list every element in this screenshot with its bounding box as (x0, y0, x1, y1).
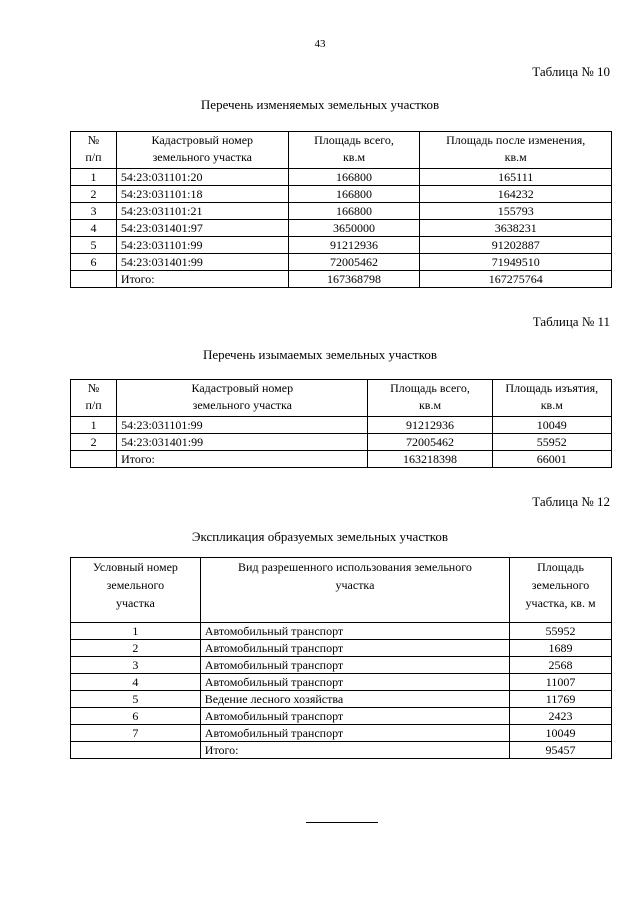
table-cell: Автомобильный транспорт (200, 674, 509, 691)
table-cell: 55952 (492, 434, 611, 451)
table-cell: 66001 (492, 451, 611, 468)
table-cell: 2 (71, 186, 117, 203)
table-cell: 54:23:031101:21 (116, 203, 288, 220)
table-cell (71, 271, 117, 288)
table-cell: Автомобильный транспорт (200, 725, 509, 742)
table-cell: 72005462 (368, 434, 492, 451)
table-cell: Итого: (116, 271, 288, 288)
table-cell: 4 (71, 220, 117, 237)
table-cell: 6 (71, 254, 117, 271)
table-cell: 54:23:031401:99 (116, 254, 288, 271)
table-11 (70, 379, 612, 468)
table-row (71, 640, 612, 657)
table-cell: 95457 (510, 742, 612, 759)
table-cell: 55952 (510, 623, 612, 640)
table-cell: 163218398 (368, 451, 492, 468)
table-cell: 5 (71, 691, 201, 708)
table-row (71, 708, 612, 725)
table-cell (71, 451, 117, 468)
footer-separator (306, 822, 378, 823)
table-cell: 3638231 (420, 220, 612, 237)
table-cell: 2423 (510, 708, 612, 725)
table-cell: Автомобильный транспорт (200, 640, 509, 657)
table-cell: 166800 (288, 186, 420, 203)
table-cell: 164232 (420, 186, 612, 203)
table-cell: Автомобильный транспорт (200, 623, 509, 640)
table-cell: 54:23:031101:20 (116, 169, 288, 186)
table-12 (70, 557, 612, 759)
table-row (71, 203, 612, 220)
column-header: № п/п (71, 380, 117, 417)
table-cell: 91202887 (420, 237, 612, 254)
table-cell: 1689 (510, 640, 612, 657)
table-row (71, 725, 612, 742)
table-cell: 1 (71, 169, 117, 186)
table-10-label: Таблица № 10 (532, 64, 610, 79)
table-cell: Итого: (117, 451, 368, 468)
table-cell: 166800 (288, 169, 420, 186)
table-row (71, 691, 612, 708)
table-cell: 3650000 (288, 220, 420, 237)
column-header: Условный номер земельного участка (71, 558, 201, 623)
table-cell: 165111 (420, 169, 612, 186)
table-12-title: Экспликация образуемых земельных участков (191, 529, 449, 544)
table-row (71, 254, 612, 271)
table-cell: 3 (71, 203, 117, 220)
page-number: 43 (314, 38, 326, 50)
table-10-title: Перечень изменяемых земельных участков (200, 97, 440, 112)
table-row (71, 237, 612, 254)
table-row (71, 417, 612, 434)
column-header: Площадь изъятия, кв.м (492, 380, 611, 417)
column-header: Площадь после изменения, кв.м (420, 132, 612, 169)
table-cell: 167275764 (420, 271, 612, 288)
table-cell: 91212936 (288, 237, 420, 254)
table-cell: 11769 (510, 691, 612, 708)
table-cell: Автомобильный транспорт (200, 708, 509, 725)
table-row (71, 169, 612, 186)
table-cell: 4 (71, 674, 201, 691)
table-cell: 10049 (492, 417, 611, 434)
header-row (71, 132, 612, 169)
table-row (71, 657, 612, 674)
table-cell: 2 (71, 434, 117, 451)
table-cell: 7 (71, 725, 201, 742)
table-cell: 1 (71, 623, 201, 640)
table-cell: 54:23:031401:99 (117, 434, 368, 451)
table-row (71, 220, 612, 237)
table-cell: 3 (71, 657, 201, 674)
table-cell: 10049 (510, 725, 612, 742)
table-row (71, 674, 612, 691)
column-header: Вид разрешенного использования земельного участка (200, 558, 509, 623)
table-row (71, 186, 612, 203)
table-cell: 1 (71, 417, 117, 434)
table-cell: 2568 (510, 657, 612, 674)
table-cell: 72005462 (288, 254, 420, 271)
header-row (71, 558, 612, 623)
table-cell: 2 (71, 640, 201, 657)
table-row (71, 623, 612, 640)
table-cell: 166800 (288, 203, 420, 220)
table-cell (71, 742, 201, 759)
total-row (71, 451, 612, 468)
column-header: Площадь всего, кв.м (368, 380, 492, 417)
table-cell: 54:23:031401:97 (116, 220, 288, 237)
table-cell: 54:23:031101:18 (116, 186, 288, 203)
header-row (71, 380, 612, 417)
table-cell: 91212936 (368, 417, 492, 434)
table-row (71, 434, 612, 451)
table-cell: 54:23:031101:99 (116, 237, 288, 254)
table-12-label: Таблица № 12 (532, 494, 610, 509)
column-header: Кадастровый номер земельного участка (117, 380, 368, 417)
table-cell: Ведение лесного хозяйства (200, 691, 509, 708)
table-11-label: Таблица № 11 (532, 314, 610, 329)
table-cell: 11007 (510, 674, 612, 691)
table-cell: Итого: (200, 742, 509, 759)
table-cell: 71949510 (420, 254, 612, 271)
table-cell: Автомобильный транспорт (200, 657, 509, 674)
table-cell: 5 (71, 237, 117, 254)
table-cell: 54:23:031101:99 (117, 417, 368, 434)
total-row (71, 271, 612, 288)
table-cell: 6 (71, 708, 201, 725)
table-10 (70, 131, 612, 288)
column-header: Площадь всего, кв.м (288, 132, 420, 169)
table-cell: 167368798 (288, 271, 420, 288)
column-header: Кадастровый номер земельного участка (116, 132, 288, 169)
table-cell: 155793 (420, 203, 612, 220)
column-header: № п/п (71, 132, 117, 169)
total-row (71, 742, 612, 759)
table-11-title: Перечень изымаемых земельных участков (202, 347, 438, 362)
column-header: Площадь земельного участка, кв. м (510, 558, 612, 623)
